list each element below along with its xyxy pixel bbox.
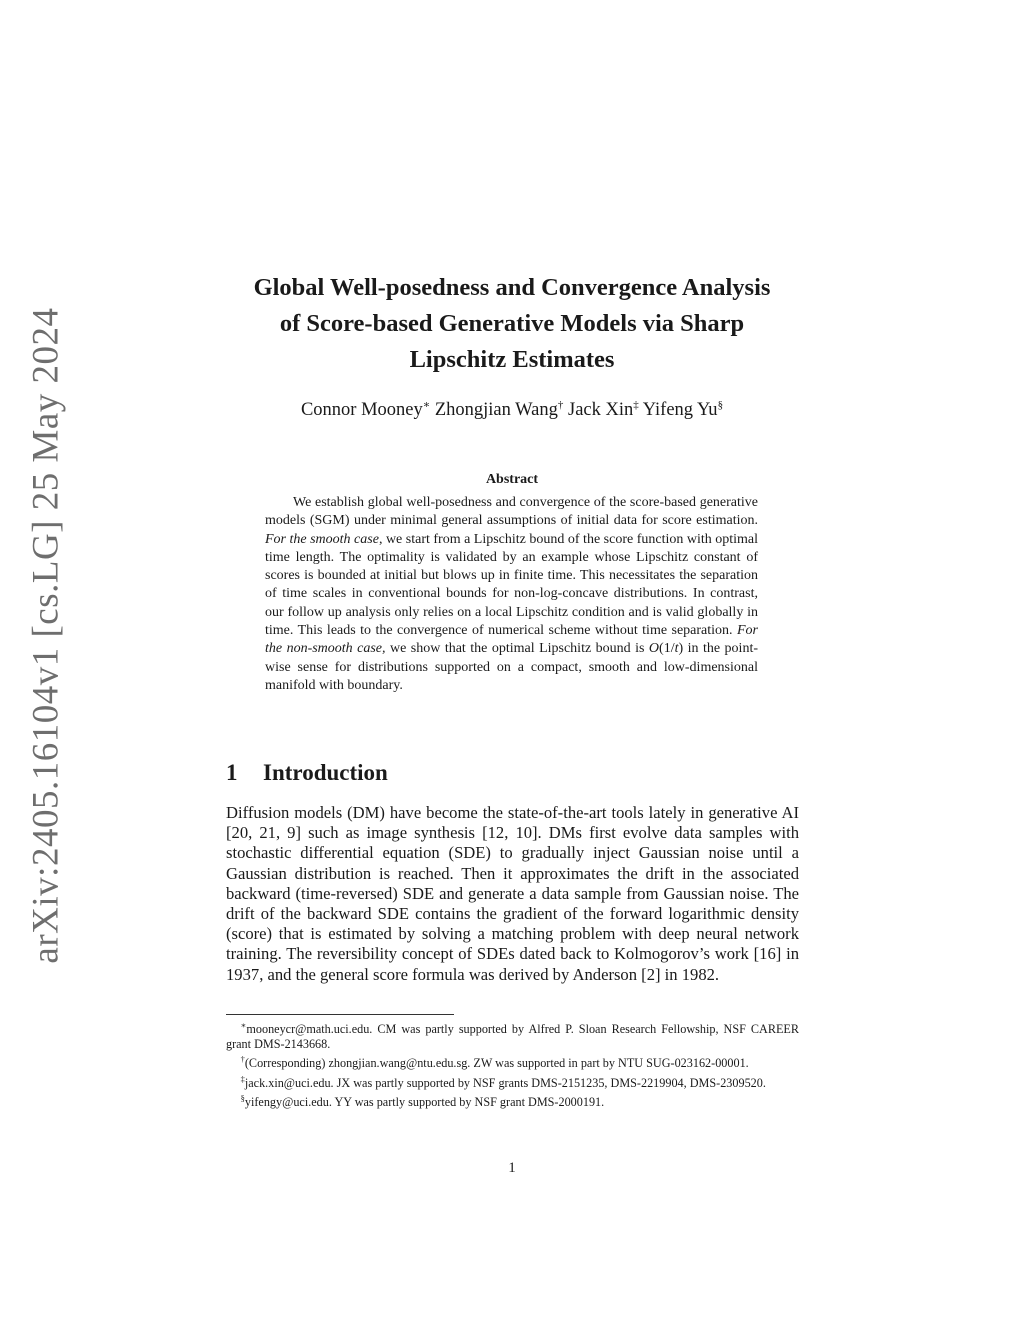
- math-symbol: t: [674, 641, 679, 657]
- paper-title: [200, 270, 824, 378]
- footnote-text: mooneycr@math.uci.edu. CM was partly supported by Alfred P. Sloan Research Fellowship, NSF CAREER grant DMS-2143668.: [226, 1022, 799, 1052]
- footnote-mark[interactable]: ∗: [422, 399, 431, 411]
- abstract-body: [265, 494, 758, 695]
- introduction-body: [226, 803, 799, 985]
- footnote-divider: [226, 1014, 454, 1015]
- abstract-text: , we start from a Lipschitz bound of the score function with optimal time length. The optimality is validated by an example whose Lipschitz constant of scores is bounded at initial but blows up in finite time. This necessitates the separation of time scales in conventional bounds for non-log-concave distributions. In contrast, our follow up analysis only relies on a local Lipschitz condition and is valid globally in time. This leads to the convergence of numerical scheme without time separation.: [265, 531, 759, 639]
- footnote-mark[interactable]: ‡: [633, 399, 639, 411]
- footnote-mark[interactable]: †: [557, 399, 564, 411]
- math-symbol: O: [648, 641, 660, 657]
- author: [643, 400, 723, 420]
- body-paragraph: Diffusion models (DM) have become the state-of-the-art tools lately in generative AI [20, 21, 9] such as image synthesis [12, 10]. DMs first evolve data samples with stochastic differential equation (SDE) to gradually inject Gaussian noise until a Gaussian distribution is reached. Then it approximates the drift in the associated backward (time-reversed) SDE and generate a data sample from Gaussian noise. The drift of the backward SDE contains the gradient of the forward logarithmic density (score) that is estimated by solving a matching problem with deep neural network training. The reversibility concept of SDEs dated back to Kolmogorov’s work [16] in 1937, and the general score formula was derived by Anderson [2] in 1982.: [226, 803, 799, 984]
- footnote-mark[interactable]: §: [717, 399, 724, 411]
- author-name: Connor Mooney: [300, 400, 423, 421]
- footnote-text: yifengy@uci.edu. YY was partly supported by NSF grant DMS-2000191.: [244, 1095, 605, 1110]
- abstract-text: ) in the point-wise sense for distributions supported on a compact, smooth and low-dimensional manifold with boundary.: [265, 641, 758, 693]
- footnote-text: jack.xin@uci.edu. JX was partly supported by NSF grants DMS-2151235, DMS-2219904, DMS-2309520.: [244, 1075, 766, 1090]
- title-line: of Score-based Generative Models via Sharp: [279, 310, 745, 337]
- author-name: Jack Xin: [568, 400, 634, 421]
- section-number: 1: [226, 760, 238, 785]
- abstract-text: we show that the optimal Lipschitz bound is: [385, 641, 649, 657]
- footnote-text: (Corresponding) zhongjian.wang@ntu.edu.sg. ZW was supported in part by NTU SUG-023162-00001.: [244, 1056, 749, 1071]
- abstract-emphasis: For the smooth case: [265, 531, 379, 547]
- footnote-mark: ‡: [240, 1073, 245, 1084]
- section-title: Introduction: [263, 760, 388, 785]
- footnote: [226, 1018, 799, 1052]
- abstract-heading: Abstract: [485, 472, 539, 487]
- footnote: [226, 1091, 799, 1110]
- abstract-paragraph: [265, 494, 758, 695]
- title-line: Global Well-posedness and Convergence Analysis: [253, 274, 771, 301]
- author-name: Yifeng Yu: [642, 400, 718, 421]
- abstract-text: We establish global well-posedness and convergence of the score-based generative models (SGM) under minimal general assumptions of initial data for score estimation.: [265, 495, 758, 529]
- arxiv-identifier-text: arXiv:2405.16104v1 [cs.LG] 25 May 2024: [25, 306, 67, 964]
- footnote-mark: †: [240, 1054, 245, 1065]
- arxiv-identifier-stamp: [24, 290, 68, 980]
- page-number: 1: [508, 1160, 516, 1176]
- title-line: Lipschitz Estimates: [409, 346, 615, 373]
- footnote-mark: §: [240, 1093, 245, 1103]
- author-list: [200, 398, 824, 421]
- abstract-text: (1/: [659, 641, 675, 657]
- footnote: [226, 1052, 799, 1071]
- footnotes: [226, 1018, 799, 1110]
- author-name: Zhongjian Wang: [434, 400, 558, 421]
- author: [301, 400, 435, 420]
- abstract-emphasis: For the non-smooth case,: [265, 623, 758, 657]
- footnote-mark: ∗: [240, 1020, 247, 1030]
- author: [568, 400, 643, 420]
- author: [435, 400, 568, 420]
- footnote: [226, 1072, 799, 1091]
- section-heading: [226, 760, 388, 786]
